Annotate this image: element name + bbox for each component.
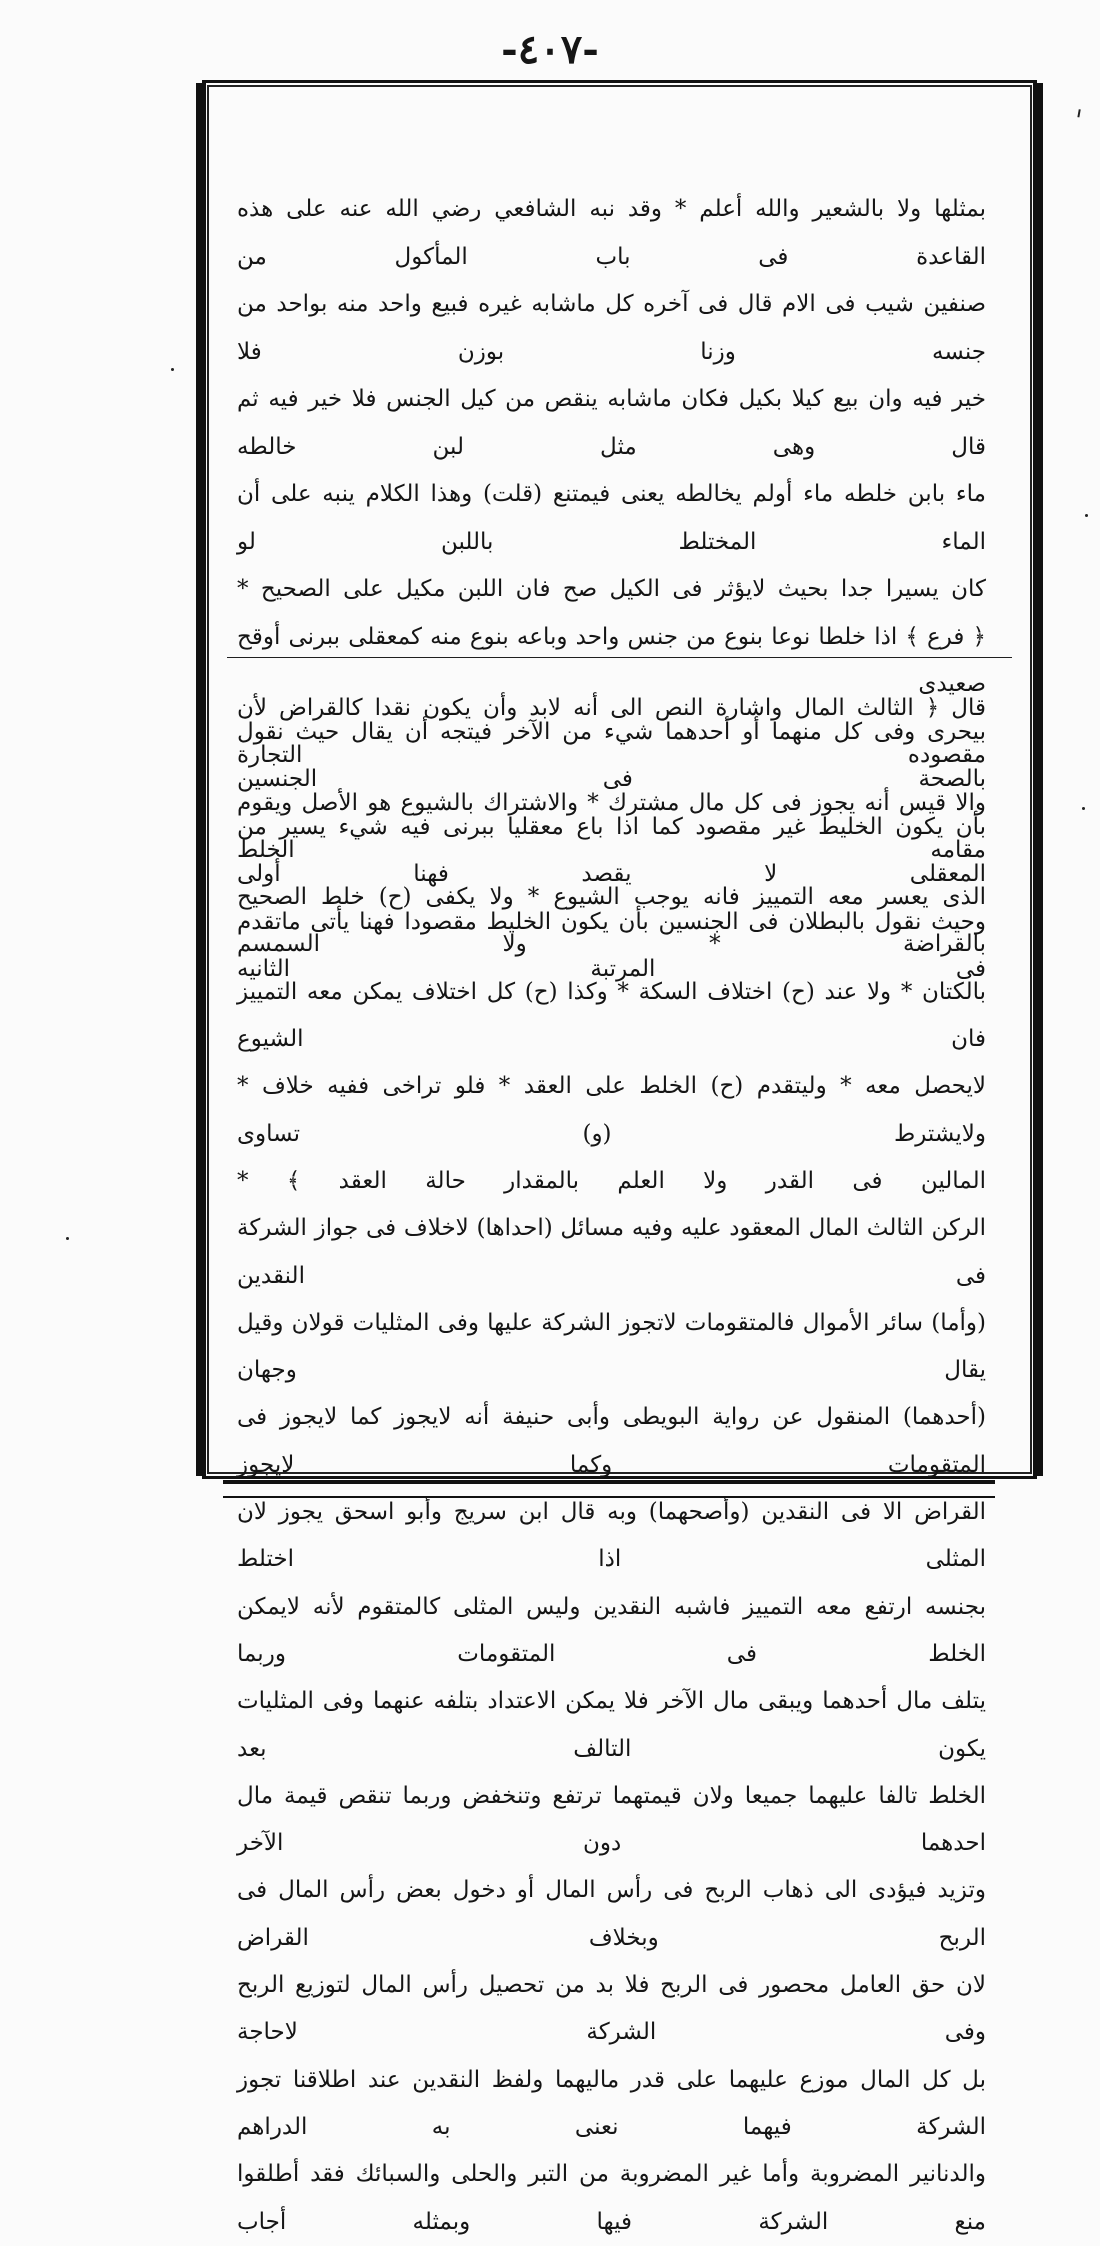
text-line: كان يسيرا جدا بحيث لايؤثر فى الكيل صح فان اللبن مكيل على الصحيح * [237, 576, 986, 602]
text-line: القراض الا فى النقدين (وأصحهما) وبه قال ابن سريج وأبو اسحق يجوز لان المثلى اذا اختلط [237, 1499, 986, 1573]
text-line: ماء بابن خلطه ماء أولم يخالطه يعنى فيمتنع (قلت) وهذا الكلام ينبه على أن الماء المختلط باللبن لو [237, 481, 986, 555]
text-line: والدنانير المضروبة وأما غير المضروبة من التبر والحلى والسبائك فقد أطلقوا منع الشركة فيها وبمثله أجاب [237, 2161, 986, 2235]
text-frame [202, 80, 1037, 2235]
ink-speck [1085, 514, 1088, 517]
text-line: لايحصل معه * وليتقدم (ح) الخلط على العقد * فلو تراخى ففيه خلاف * ولايشترط (و) تساوى [237, 1073, 986, 1147]
text-line: صنفين شيب فى الام قال فى آخره كل ماشابه غيره فبيع واحد منه بواحد من جنسه وزنا بوزن فلا [237, 291, 986, 365]
text-line: (وأما) سائر الأموال فالمتقومات لاتجوز الشركة عليها وفى المثليات قولان وقيل يقال وجهان [237, 1309, 986, 1384]
text-line: بجنسه ارتفع معه التمييز فاشبه النقدين وليس المثلى كالمتقوم لأنه لايمكن الخلط فى المتقومات وربما [237, 1593, 986, 1667]
section-two [237, 685, 986, 2246]
section-divider [227, 657, 1012, 658]
text-line: يتلف مال أحدهما ويبقى مال الآخر فلا يمكن الاعتداد بتلفه عنهما وفى المثليات يكون التالف بعد [237, 1688, 986, 1762]
ink-speck [1082, 807, 1085, 810]
margin-mark [1077, 109, 1088, 119]
text-line: بأن يكون الخليط غير مقصود كما اذا باع معقليا ببرنى فيه شيء يسير من المعقلى لا يقصد فهنا أولى [237, 813, 986, 887]
text-line: ﴿ فرع ﴾ اذا خلطا نوعا بنوع من جنس واحد وباعه بنوع منه كمعقلى ببرنى أوقح صعيدى [237, 623, 986, 697]
text-line: وحيث نقول بالبطلان فى الجنسين بأن يكون الخليط مقصودا فهنا يأتى ماتقدم فى المرتبة الثانيه [237, 908, 986, 982]
text-line: لان حق العامل محصور فى الربح فلا بد من تحصيل رأس المال لتوزيع الربح وفى الشركة لاحاجة [237, 1972, 986, 2046]
text-line: بيحرى وفى كل منهما أو أحدهما شيء من الآخر فيتجه أن يقال حيث نقول بالصحة فى الجنسين [237, 718, 986, 792]
text-line: المالين فى القدر ولا العلم بالمقدار حالة العقد ﴾ * [237, 1167, 986, 1194]
text-line: بالكتان * ولا عند (ح) اختلاف السكة * وكذا (ح) كل اختلاف يمكن معه التمييز فان الشيوع [237, 978, 986, 1053]
text-line: قال ﴿ الثالث المال واشارة النص الى أنه لابد وأن يكون نقدا كالقراض لأن مقصوده التجارة [237, 695, 986, 769]
text-line: (أحدهما) المنقول عن رواية البويطى وأبى حنيفة أنه لايجوز كما لايجوز فى المتقومات وكما لايجوز [237, 1404, 986, 1478]
text-line: بل كل المال موزع عليهما على قدر ماليهما ولفظ النقدين عند اطلاقنا تجوز الشركة فيهما نعنى به الدراهم [237, 2066, 986, 2140]
ink-speck [171, 368, 174, 371]
text-line: الركن الثالث المال المعقود عليه وفيه مسائل (احداها) لاخلاف فى جواز الشركة فى النقدين [237, 1215, 986, 1289]
text-line: وتزيد فيؤدى الى ذهاب الربح فى رأس المال أو دخول بعض رأس المال فى الربح وبخلاف القراض [237, 1877, 986, 1951]
ink-speck [66, 1237, 69, 1240]
text-line: الذى يعسر معه التمييز فانه يوجب الشيوع * ولا يكفى (ح) خلط الصحيح بالقراضة * ولا السمسم [237, 884, 986, 958]
text-line: خير فيه وان بيع كيلا بكيل فكان ماشابه ينقص من كيل الجنس فلا خير فيه ثم قال وهى مثل لبن خالطه [237, 386, 986, 460]
text-line: الخلط تالفا عليهما جميعا ولان قيمتهما ترتفع وتنخفض وربما تنقص قيمة مال احدهما دون الآخر [237, 1782, 986, 1857]
text-line: والا قيس أنه يجوز فى كل مال مشترك * والاشتراك بالشيوع هو الأصل ويقوم مقامه الخلط [237, 789, 986, 863]
text-line: بمثلها ولا بالشعير والله أعلم * وقد نبه الشافعي رضي الله عنه على هذه القاعدة فى باب المأكول من [237, 196, 986, 270]
page-number: -٤٠٧- [501, 26, 599, 73]
bottom-rule [223, 1480, 995, 1498]
